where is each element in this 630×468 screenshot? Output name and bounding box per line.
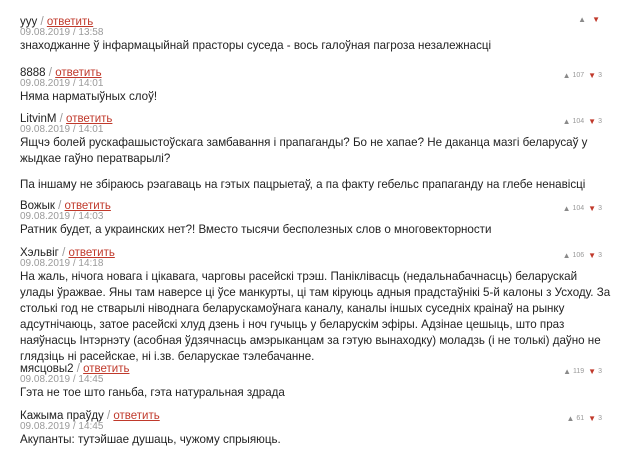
comment-paragraph: Гэта не тое што ганьба, гэта натуральная здрада xyxy=(20,386,285,399)
dislike-count: 3 xyxy=(598,118,602,125)
comment-paragraph: Акупанты: тутэйшае душаць, чужому спрыяюць. xyxy=(20,433,281,446)
dislike-button[interactable] xyxy=(588,71,602,80)
vote-controls xyxy=(578,15,602,24)
like-count: 119 xyxy=(573,368,585,375)
dislike-button[interactable] xyxy=(588,204,602,213)
comment-date: 09.08.2019 / 14:45 xyxy=(20,374,104,385)
separator: / xyxy=(62,247,66,259)
reply-link[interactable]: ответить xyxy=(113,410,160,422)
comment-text xyxy=(20,432,612,448)
comment-author: Кажыма праўду xyxy=(20,410,104,422)
comment-author: мясцовы2 xyxy=(20,363,74,375)
dislike-count: 3 xyxy=(598,252,602,259)
thumbs-down-icon: ▼ xyxy=(588,204,597,213)
comment-paragraph: На жаль, нічога новага і цікавага, чарговы расейскі трэш. Панікліваcць (недальнабачнасць) беларускай улады ўражвае. Яны там наверсе ці ўсе манкурты, ці там кіруюць адныя прадстаўнікі 5-й калоны з Усходу. За столькі год не стварылі ніводнага беларускамоўнага каналу, каналы іншых суседніх краінаў на рынку адсутнічаюць, затое расейскі хлуд дзень і ноч гучыць у беларускім эфіры. Адзінае цешыць, што праз наяўнасць Інтэрнэту (асобная ўдзячнасць амэрыканцам за гэтую вынаходку) моладзь (і не толькі) даўно не глядзіць ні расейскае, ні і.зв. беларускае тэлебачанне. xyxy=(20,270,611,363)
reply-link[interactable]: ответить xyxy=(55,67,102,79)
separator: / xyxy=(76,363,80,375)
dislike-button[interactable] xyxy=(592,15,602,24)
separator: / xyxy=(58,200,62,212)
comment-paragraph: Па іншаму не збіраюсь рэагаваць на гэтых пацрыетаў, а па факту гебельс прапаганду на глебе ненавісці xyxy=(20,178,586,191)
dislike-count: 3 xyxy=(598,72,602,79)
reply-link[interactable]: ответить xyxy=(68,247,115,259)
like-button[interactable] xyxy=(563,367,584,376)
dislike-button[interactable] xyxy=(588,367,602,376)
like-button[interactable] xyxy=(566,414,584,423)
dislike-button[interactable] xyxy=(588,117,602,126)
thumbs-down-icon: ▼ xyxy=(588,117,597,126)
dislike-button[interactable] xyxy=(588,251,602,260)
thumbs-up-icon: ▲ xyxy=(562,71,571,80)
separator: / xyxy=(48,67,52,79)
vote-controls xyxy=(563,204,602,213)
comment-date: 09.08.2019 / 13:58 xyxy=(20,27,104,38)
comment-date: 09.08.2019 / 14:03 xyxy=(20,211,104,222)
thumbs-down-icon: ▼ xyxy=(588,414,597,423)
vote-controls xyxy=(563,367,602,376)
comment-paragraph: Няма нарматыўных слоў! xyxy=(20,90,158,103)
comment-paragraph: Ратник будет, а украинских нет?! Вместо тысячи бесполезных слов о многовекторности xyxy=(20,223,492,236)
reply-link[interactable]: ответить xyxy=(64,200,111,212)
thumbs-down-icon: ▼ xyxy=(588,71,597,80)
comment-text xyxy=(20,38,612,54)
comment-author: Хэльвіг xyxy=(20,247,59,259)
comment-author: yyy xyxy=(20,16,38,28)
separator: / xyxy=(40,16,44,28)
vote-controls xyxy=(563,251,602,260)
reply-link[interactable]: ответить xyxy=(66,113,113,125)
separator: / xyxy=(59,113,63,125)
like-count: 104 xyxy=(572,205,585,212)
comment-text xyxy=(20,222,612,238)
comment-author: 8888 xyxy=(20,67,46,79)
reply-link[interactable]: ответить xyxy=(83,363,130,375)
thumbs-up-icon: ▲ xyxy=(562,117,571,126)
like-count: 104 xyxy=(572,118,585,125)
comment-text xyxy=(20,135,612,193)
thumbs-down-icon: ▼ xyxy=(588,367,597,376)
like-count: 61 xyxy=(576,415,585,422)
vote-controls xyxy=(563,117,602,126)
comment-date: 09.08.2019 / 14:18 xyxy=(20,258,104,269)
thumbs-down-icon: ▼ xyxy=(592,15,600,24)
dislike-button[interactable] xyxy=(588,414,602,423)
vote-controls xyxy=(563,71,602,80)
comment-date: 09.08.2019 / 14:01 xyxy=(20,124,104,135)
reply-link[interactable]: ответить xyxy=(46,16,94,28)
like-button[interactable] xyxy=(563,204,585,213)
dislike-count: 3 xyxy=(598,368,602,375)
thumbs-up-icon: ▲ xyxy=(578,15,587,24)
like-button[interactable] xyxy=(563,251,585,260)
comment-paragraph: знаходжанне ў інфармацыйнай прасторы суседа - вось галоўная пагроза незалежнасці xyxy=(20,39,492,52)
separator: / xyxy=(106,410,111,422)
comment-paragraph: Ящчэ болей рускафашыстоўскага замбавання і прапаганды? Бо не хапае? Не даканца мазгі беларусаў у жыдкае гаўно ператварылі? xyxy=(20,136,588,165)
like-count: 106 xyxy=(572,252,585,259)
like-button[interactable] xyxy=(578,15,588,24)
thumbs-up-icon: ▲ xyxy=(562,204,571,213)
dislike-count: 3 xyxy=(598,205,602,212)
thumbs-up-icon: ▲ xyxy=(562,251,571,260)
like-button[interactable] xyxy=(563,117,585,126)
comment-author: Вожык xyxy=(20,200,55,212)
comment-date: 09.08.2019 / 14:01 xyxy=(20,78,104,89)
like-button[interactable] xyxy=(563,71,585,80)
comment-date: 09.08.2019 / 14:45 xyxy=(20,421,104,432)
thumbs-up-icon: ▲ xyxy=(566,414,575,423)
like-count: 107 xyxy=(572,72,585,79)
comment-author: LitvinM xyxy=(20,113,57,125)
vote-controls xyxy=(566,414,602,423)
dislike-count: 3 xyxy=(598,415,602,422)
thumbs-up-icon: ▲ xyxy=(563,367,571,376)
comment-text xyxy=(20,269,612,365)
comment-text xyxy=(20,89,612,105)
comment-text xyxy=(20,385,612,401)
thumbs-down-icon: ▼ xyxy=(588,251,597,260)
